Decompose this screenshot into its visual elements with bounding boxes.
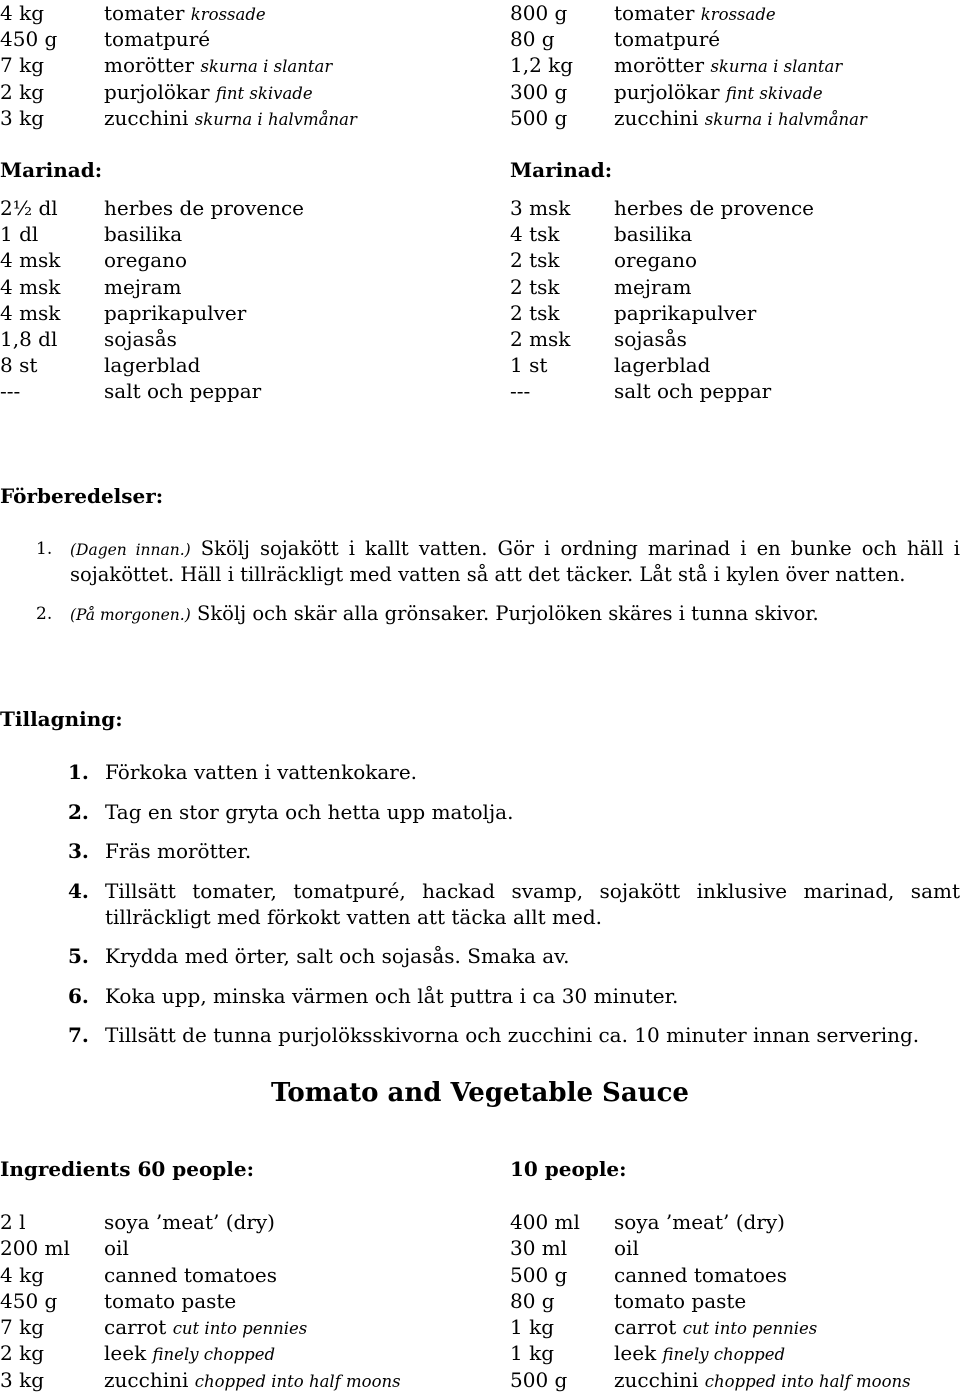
ingredient-amount: 4 tsk [510,222,560,247]
ingredient-amount: 2 l [0,1210,26,1234]
ingredient-note: krossade [190,5,266,24]
ingredient-row [0,52,500,78]
ingredient-name [614,1209,785,1235]
ingredient-item: basilika [614,222,693,247]
ingredient-row [510,1209,960,1235]
step-timing-note: (På morgonen.) [70,606,191,624]
step-text: Tillsätt tomater, tomatpuré, hackad svamp, sojakött inklusive marinad, samt tillräckligt med förkokt vatten att täcka allt med. [105,878,960,929]
ingredient-name [614,1235,639,1261]
ingredient-amount: 3 kg [0,1367,45,1392]
marinade-list-small [510,195,960,405]
ingredient-amount: --- [0,379,21,404]
cooking-step [0,1022,960,1048]
ingredient-item: carrot [614,1315,677,1340]
ingredient-row [510,105,960,131]
ingredient-item: oregano [104,248,188,273]
ingredient-amount: 4 msk [0,248,61,273]
ingredient-note: fint skivade [725,83,823,103]
ingredient-item: zucchini [104,105,189,130]
ingredient-note: fint skivade [215,83,313,103]
ingredient-amount: 4 kg [0,1262,45,1287]
ingredient-name [614,221,692,247]
ingredient-item: salt och peppar [104,379,262,404]
ingredient-row [510,221,960,247]
ingredient-row [0,105,500,131]
ingredient-name [104,105,357,131]
step-text: Fräs morötter. [105,839,252,863]
ingredient-amount: 7 kg [0,53,45,78]
ingredient-amount: 1,8 dl [0,326,58,351]
ingredient-name [104,247,187,273]
ingredient-row [0,1262,500,1288]
ingredient-item: zucchini [614,1367,699,1392]
preparation-step [0,601,960,627]
ingredient-row [0,300,500,326]
ingredient-amount: 300 g [510,79,568,104]
ingredient-amount: 450 g [0,1288,58,1313]
ingredient-item: leek [104,1341,147,1366]
ingredient-item: oil [614,1236,639,1261]
ingredient-row [0,1209,500,1235]
ingredient-name [104,1209,275,1235]
ingredient-name [614,300,756,326]
ingredient-name [614,1367,911,1393]
ingredient-name [614,79,823,105]
ingredient-note: finely chopped [152,1345,276,1365]
ingredient-item: tomatpuré [614,27,721,52]
cooking-step [0,983,960,1009]
ingredient-row [0,1314,500,1340]
ingredient-name [104,326,177,352]
ingredient-amount: 800 g [510,1,568,25]
ingredient-name [614,247,697,273]
step-number: 7. [68,1023,89,1047]
ingredient-item: tomater [104,1,185,25]
ingredient-amount: 500 g [510,1367,568,1392]
ingredient-item: sojasås [614,326,687,351]
ingredient-item: zucchini [614,105,699,130]
ingredient-amount: 200 ml [0,1236,70,1261]
ingredient-name [104,1288,236,1314]
ingredient-name [614,105,867,131]
ingredient-name [614,352,710,378]
ingredient-name [104,221,182,247]
step-number: 2. [68,799,89,824]
ingredient-row [510,1235,960,1261]
ingredient-name [104,1340,275,1366]
ingredient-item: morötter [104,53,195,78]
step-number: 2. [36,604,53,624]
ingredient-note: chopped into half moons [194,1371,401,1391]
ingredient-item: purjolökar [614,79,720,104]
ingredient-row [510,1314,960,1340]
ingredient-amount: 2 tsk [510,248,560,273]
ingredient-row [510,52,960,78]
preparation-step [0,536,960,588]
ingredient-item: purjolökar [104,79,210,104]
ingredient-row [0,1367,500,1393]
step-number: 5. [68,944,89,968]
cooking-steps-list [0,759,960,1062]
ingredient-amount: 8 st [0,353,38,378]
ingredient-note: chopped into half moons [704,1371,911,1391]
cooking-step [0,799,960,825]
preparations-list [0,536,960,640]
ingredient-item: zucchini [104,1367,189,1392]
ingredient-name [614,52,842,78]
ingredient-row [510,352,960,378]
ingredient-row [510,195,960,221]
step-text: Skölj sojakött i kallt vatten. Gör i ordning marinad i en bunke och häll i sojaköttet. Häll i tillräckligt med vatten så att det täcker. Låt stå i kylen över natten. [70,537,960,586]
ingredient-row [510,26,960,52]
cooking-heading: Tillagning: [0,707,123,731]
ingredient-name [104,1262,277,1288]
ingredient-row [510,274,960,300]
step-number: 3. [68,839,89,863]
ingredient-item: canned tomatoes [614,1262,788,1287]
ingredient-name [104,79,313,105]
ingredient-amount: 2 tsk [510,300,560,325]
step-text: Koka upp, minska värmen och låt puttra i ca 30 minuter. [105,983,679,1008]
preparations-heading: Förberedelser: [0,484,164,508]
ingredient-amount: 500 g [510,105,568,130]
ingredient-amount: 500 g [510,1262,568,1287]
ingredient-row [510,79,960,105]
recipe-title: Tomato and Vegetable Sauce [271,1078,689,1108]
step-text: Tag en stor gryta och hetta upp matolja. [105,799,514,824]
ingredient-item: soya ’meat’ (dry) [614,1210,785,1234]
swedish-ingredients-large [0,0,500,131]
step-number: 1. [36,539,53,559]
ingredient-row [510,247,960,273]
ingredient-amount: 4 msk [0,300,61,325]
ingredient-name [614,195,814,221]
ingredient-item: lagerblad [104,353,201,378]
ingredient-name [614,1262,787,1288]
ingredient-row [0,352,500,378]
ingredient-row [510,1340,960,1366]
ingredient-name [614,26,720,52]
ingredient-row [0,378,500,404]
ingredient-row [0,274,500,300]
ingredient-name [104,26,210,52]
ingredient-row [510,1288,960,1314]
ingredient-name [614,1288,746,1314]
ingredient-row [0,247,500,273]
ingredient-item: paprikapulver [104,300,247,325]
ingredient-note: skurna i halvmånar [704,109,867,129]
ingredient-amount: 2½ dl [0,196,58,220]
ingredient-amount: 4 msk [0,274,61,299]
ingredient-item: oregano [614,248,698,273]
marinade-heading: Marinad: [510,158,613,182]
ingredient-item: carrot [104,1315,167,1340]
step-number: 4. [68,878,89,903]
ingredient-name [104,1314,307,1340]
step-timing-note: (Dagen innan.) [70,541,191,559]
ingredient-row [0,1340,500,1366]
ingredient-name [104,274,181,300]
ingredient-item: leek [614,1341,657,1366]
ingredient-name [104,52,332,78]
marinade-list-large [0,195,500,405]
ingredient-name [104,1367,401,1393]
ingredient-row [0,1288,500,1314]
ingredient-row [0,221,500,247]
english-ingredients-large [0,1209,500,1393]
cooking-step [0,878,960,930]
ingredient-item: morötter [614,53,705,78]
ingredient-row [0,26,500,52]
ingredient-item: basilika [104,222,183,247]
ingredient-amount: 30 ml [510,1236,568,1261]
ingredient-row [510,0,960,26]
step-number: 1. [68,760,89,784]
ingredient-note: cut into pennies [682,1319,818,1339]
ingredient-amount: 450 g [0,27,58,52]
ingredient-amount: 2 msk [510,326,571,351]
ingredient-item: herbes de provence [614,196,814,220]
ingredient-amount: 400 ml [510,1210,580,1234]
ingredient-row [0,0,500,26]
ingredient-row [0,1235,500,1261]
ingredient-amount: 80 g [510,1288,555,1313]
ingredient-item: lagerblad [614,353,711,378]
ingredient-amount: 1 kg [510,1341,555,1366]
ingredient-note: skurna i slantar [200,57,333,77]
ingredient-name [614,274,691,300]
ingredient-amount: 1,2 kg [510,53,574,78]
ingredient-row [510,1262,960,1288]
marinade-heading: Marinad: [0,158,103,182]
ingredient-amount: 80 g [510,27,555,52]
ingredient-name [104,352,200,378]
ingredient-note: cut into pennies [172,1319,308,1339]
ingredient-amount: 1 dl [0,222,39,247]
ingredient-name [104,0,266,26]
ingredient-row [510,300,960,326]
ingredient-name [614,1314,817,1340]
ingredient-amount: 2 kg [0,1341,45,1366]
ingredient-item: tomato paste [104,1288,237,1313]
ingredient-row [510,1367,960,1393]
step-number: 6. [68,983,89,1008]
ingredient-note: skurna i halvmånar [194,109,357,129]
cooking-step [0,759,960,785]
ingredient-item: paprikapulver [614,300,757,325]
step-text: Krydda med örter, salt och sojasås. Smaka av. [105,944,570,968]
swedish-ingredients-small [510,0,960,131]
ingredient-item: soya ’meat’ (dry) [104,1210,275,1234]
english-ingredients-small [510,1209,960,1393]
ingredient-name [614,0,776,26]
ingredient-row [510,378,960,404]
ingredient-name [104,1235,129,1261]
ingredient-amount: --- [510,379,531,404]
ingredient-amount: 1 st [510,353,548,378]
ingredient-name [614,326,687,352]
cooking-step [0,838,960,864]
ingredient-amount: 4 kg [0,1,45,25]
ingredient-item: mejram [614,274,692,299]
ingredient-name [104,300,246,326]
ingredient-item: canned tomatoes [104,1262,278,1287]
ingredient-item: herbes de provence [104,196,304,220]
ingredient-amount: 3 msk [510,196,571,220]
ingredient-name [614,1340,785,1366]
cooking-step [0,943,960,969]
ingredient-item: tomato paste [614,1288,747,1313]
ingredient-amount: 2 tsk [510,274,560,299]
ingredients-heading-large: Ingredients 60 people: [0,1157,254,1181]
ingredient-note: krossade [700,5,776,24]
step-text: Skölj och skär alla grönsaker. Purjolöken skäres i tunna skivor. [196,602,819,625]
ingredient-row [0,195,500,221]
ingredient-note: finely chopped [662,1345,786,1365]
ingredient-amount: 3 kg [0,105,45,130]
ingredient-item: oil [104,1236,129,1261]
ingredients-heading-small: 10 people: [510,1157,627,1181]
ingredient-amount: 1 kg [510,1315,555,1340]
step-text: Tillsätt de tunna purjolöksskivorna och zucchini ca. 10 minuter innan servering. [105,1023,920,1047]
ingredient-amount: 7 kg [0,1315,45,1340]
ingredient-name [104,378,261,404]
ingredient-amount: 2 kg [0,79,45,104]
step-text: Förkoka vatten i vattenkokare. [105,760,418,784]
ingredient-name [614,378,771,404]
ingredient-row [510,326,960,352]
ingredient-row [0,79,500,105]
ingredient-row [0,326,500,352]
ingredient-note: skurna i slantar [710,57,843,77]
ingredient-item: tomater [614,1,695,25]
ingredient-name [104,195,304,221]
ingredient-item: salt och peppar [614,379,772,404]
ingredient-item: tomatpuré [104,27,211,52]
ingredient-item: mejram [104,274,182,299]
ingredient-item: sojasås [104,326,177,351]
